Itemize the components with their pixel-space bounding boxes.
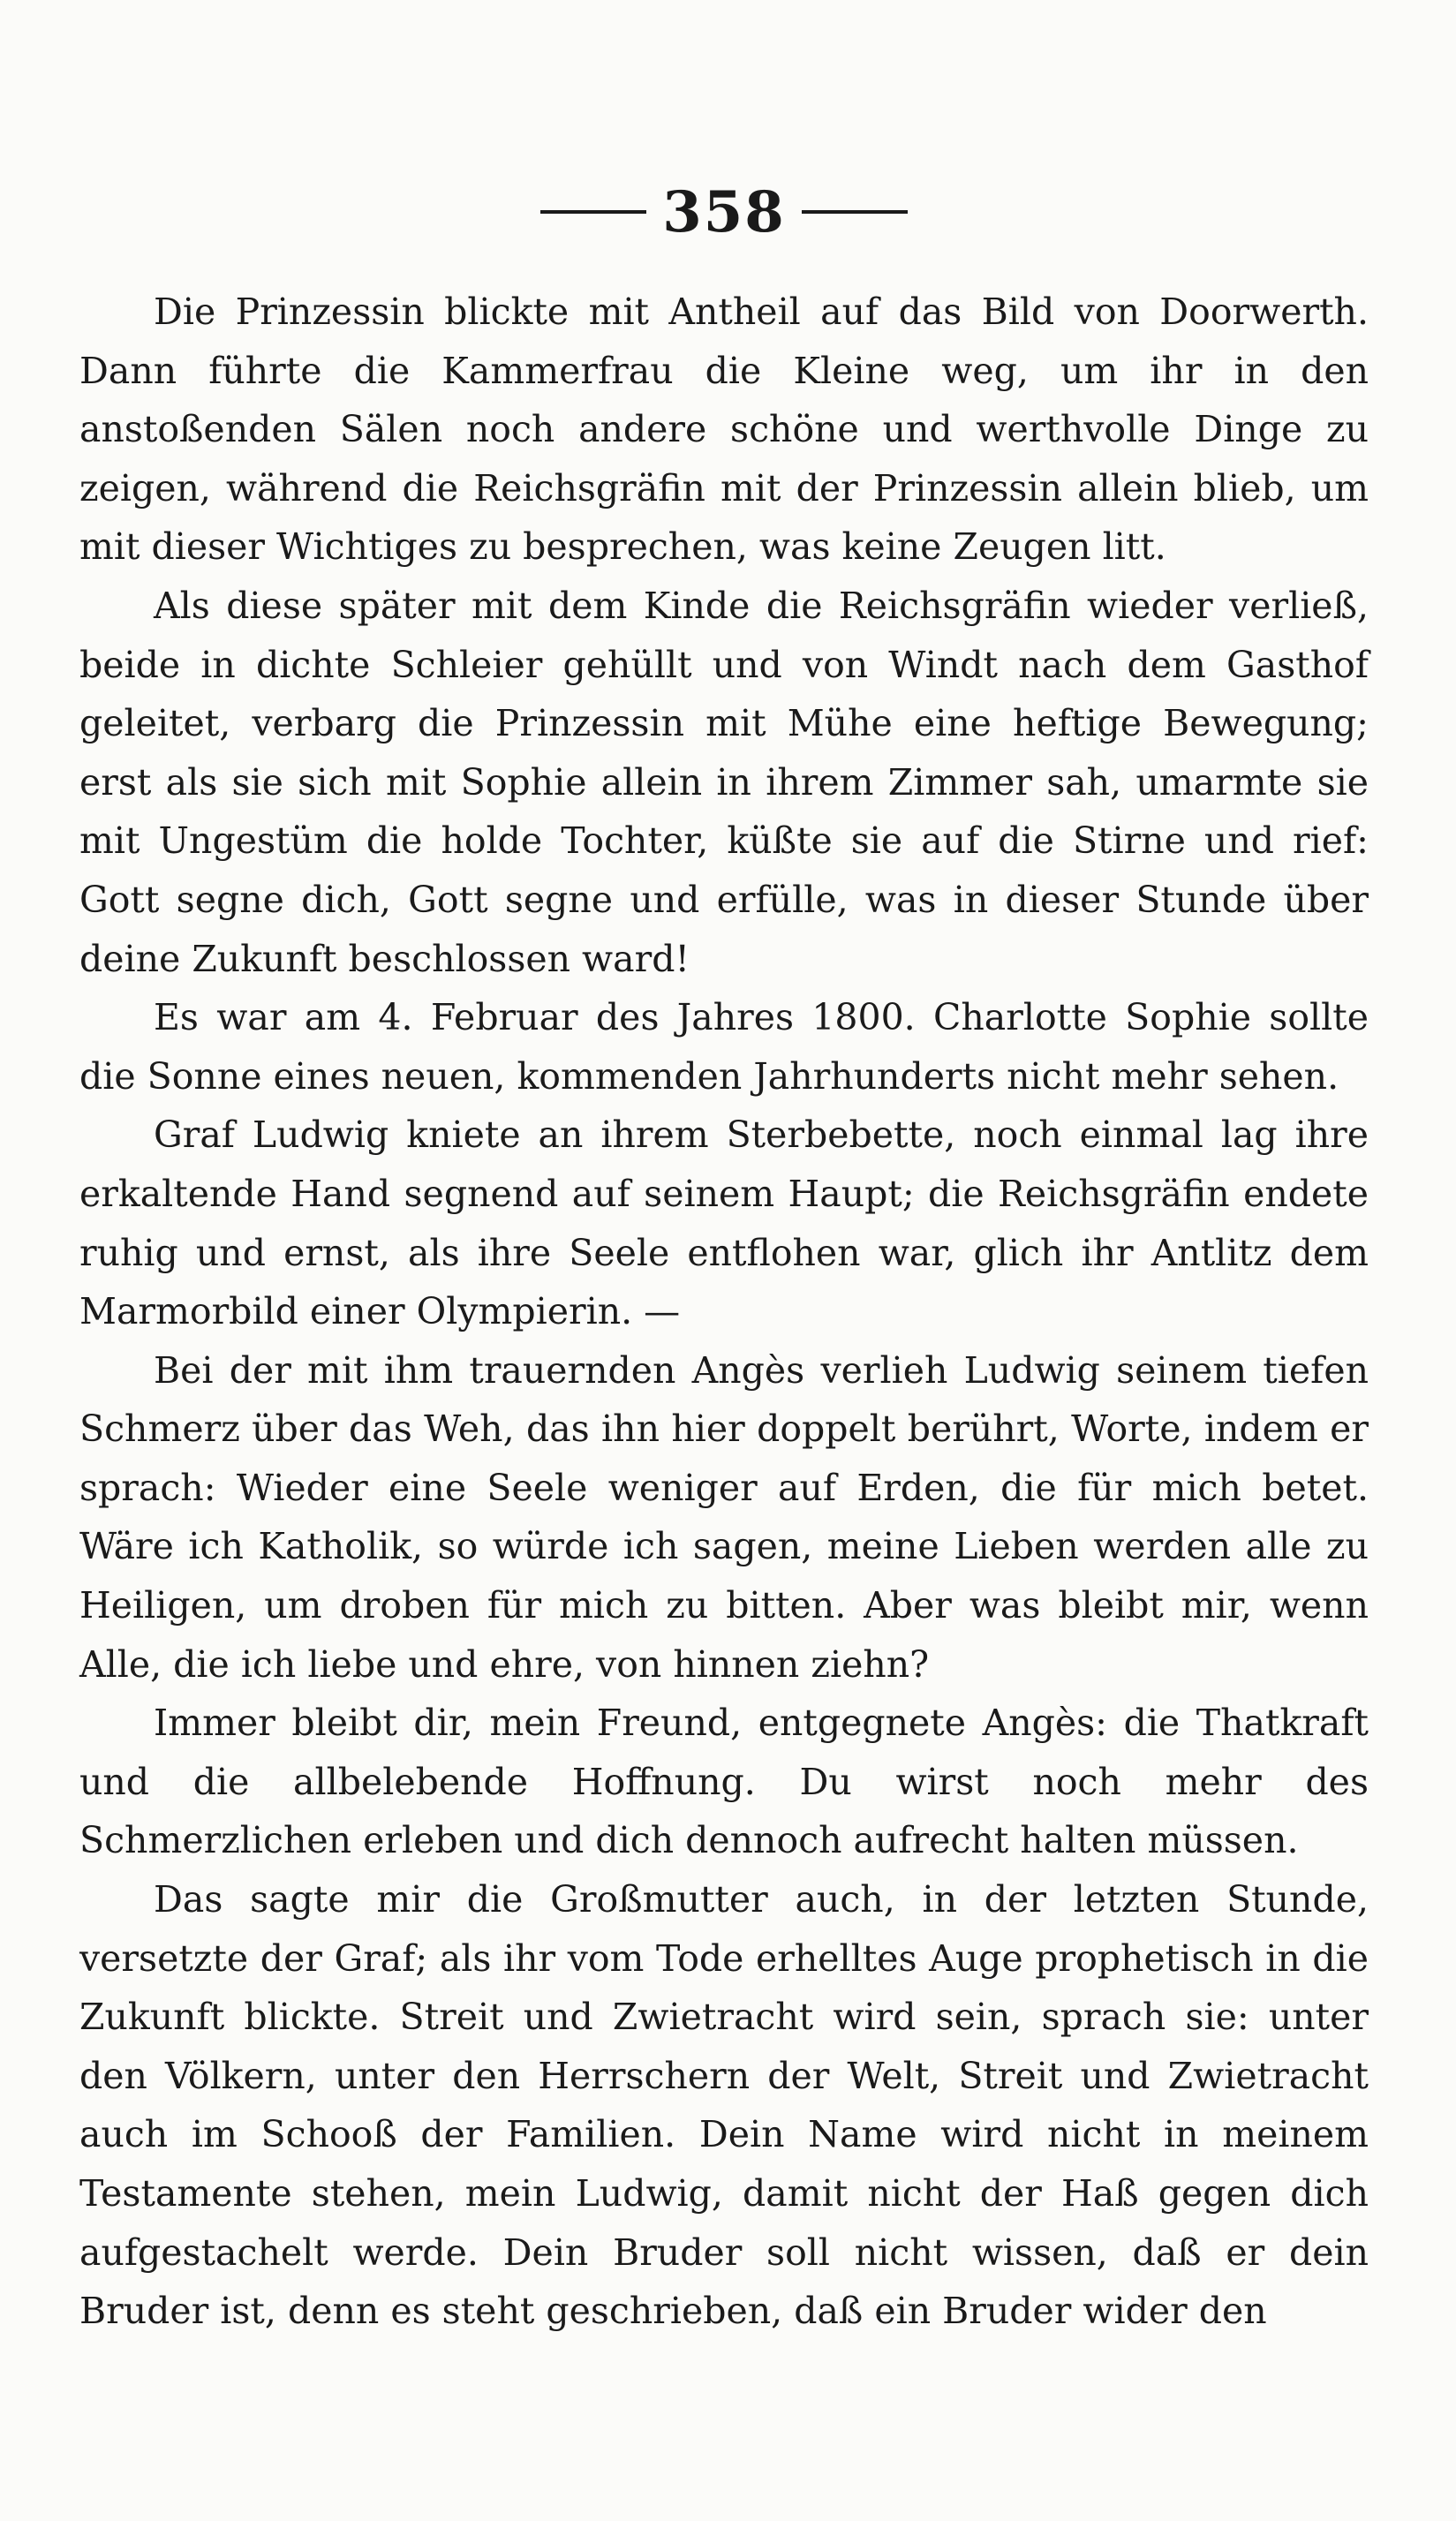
header-rule-right	[802, 210, 908, 214]
book-page	[79, 159, 1369, 2341]
paragraph: Immer bleibt dir, mein Freund, entgegnete Angès: die Thatkraft und die allbelebende Hoffnung. Du wirst noch mehr des Schmerzlichen erleben und dich dennoch aufrecht halten müssen.	[79, 1702, 1369, 1862]
paragraph: Es war am 4. Februar des Jahres 1800. Charlotte Sophie sollte die Sonne eines neuen, kommenden Jahrhunderts nicht mehr sehen.	[79, 996, 1369, 1098]
page-number: 358	[662, 178, 786, 245]
paragraph: Graf Ludwig kniete an ihrem Sterbebette, noch einmal lag ihre erkaltende Hand segnend auf seinem Haupt; die Reichsgräfin endete ruhig und ernst, als ihre Seele entflohen war, glich ihr Antlitz dem Marmorbild einer Olympierin. —	[79, 1113, 1369, 1333]
paragraph: Das sagte mir die Großmutter auch, in der letzten Stunde, versetzte der Graf; als ihr vom Tode erhelltes Auge prophetisch in die Zukunft blickte. Streit und Zwietracht wird sein, sprach sie: unter den Völkern, unter den Herrschern der Welt, Streit und Zwietracht auch im Schooß der Familien. Dein Name wird nicht in meinem Testamente stehen, mein Ludwig, damit nicht der Haß gegen dich aufgestachelt werde. Dein Bruder soll nicht wissen, daß er dein Bruder ist, denn es steht geschrieben, daß ein Bruder wider den	[79, 1878, 1369, 2333]
page-header	[79, 159, 1369, 265]
paragraph: Als diese später mit dem Kinde die Reichsgräfin wieder verließ, beide in dichte Schleier gehüllt und von Windt nach dem Gasthof geleitet, verbarg die Prinzessin mit Mühe eine heftige Bewegung; erst als sie sich mit Sophie allein in ihrem Zimmer sah, umarmte sie mit Ungestüm die holde Tochter, küßte sie auf die Stirne und rief: Gott segne dich, Gott segne und erfülle, was in dieser Stunde über deine Zukunft beschlossen ward!	[79, 584, 1369, 980]
header-rule-left	[540, 210, 646, 214]
page-body	[79, 283, 1369, 2341]
paragraph: Die Prinzessin blickte mit Antheil auf das Bild von Doorwerth. Dann führte die Kammerfrau die Kleine weg, um ihr in den anstoßenden Sälen noch andere schöne und werthvolle Dinge zu zeigen, während die Reichsgräfin mit der Prinzessin allein blieb, um mit dieser Wichtiges zu besprechen, was keine Zeugen litt.	[79, 291, 1369, 569]
paragraph: Bei der mit ihm trauernden Angès verlieh Ludwig seinem tiefen Schmerz über das Weh, das ihn hier doppelt berührt, Worte, indem er sprach: Wieder eine Seele weniger auf Erden, die für mich betet. Wäre ich Katholik, so würde ich sagen, meine Lieben werden alle zu Heiligen, um droben für mich zu bitten. Aber was bleibt mir, wenn Alle, die ich liebe und ehre, von hinnen ziehn?	[79, 1348, 1369, 1686]
